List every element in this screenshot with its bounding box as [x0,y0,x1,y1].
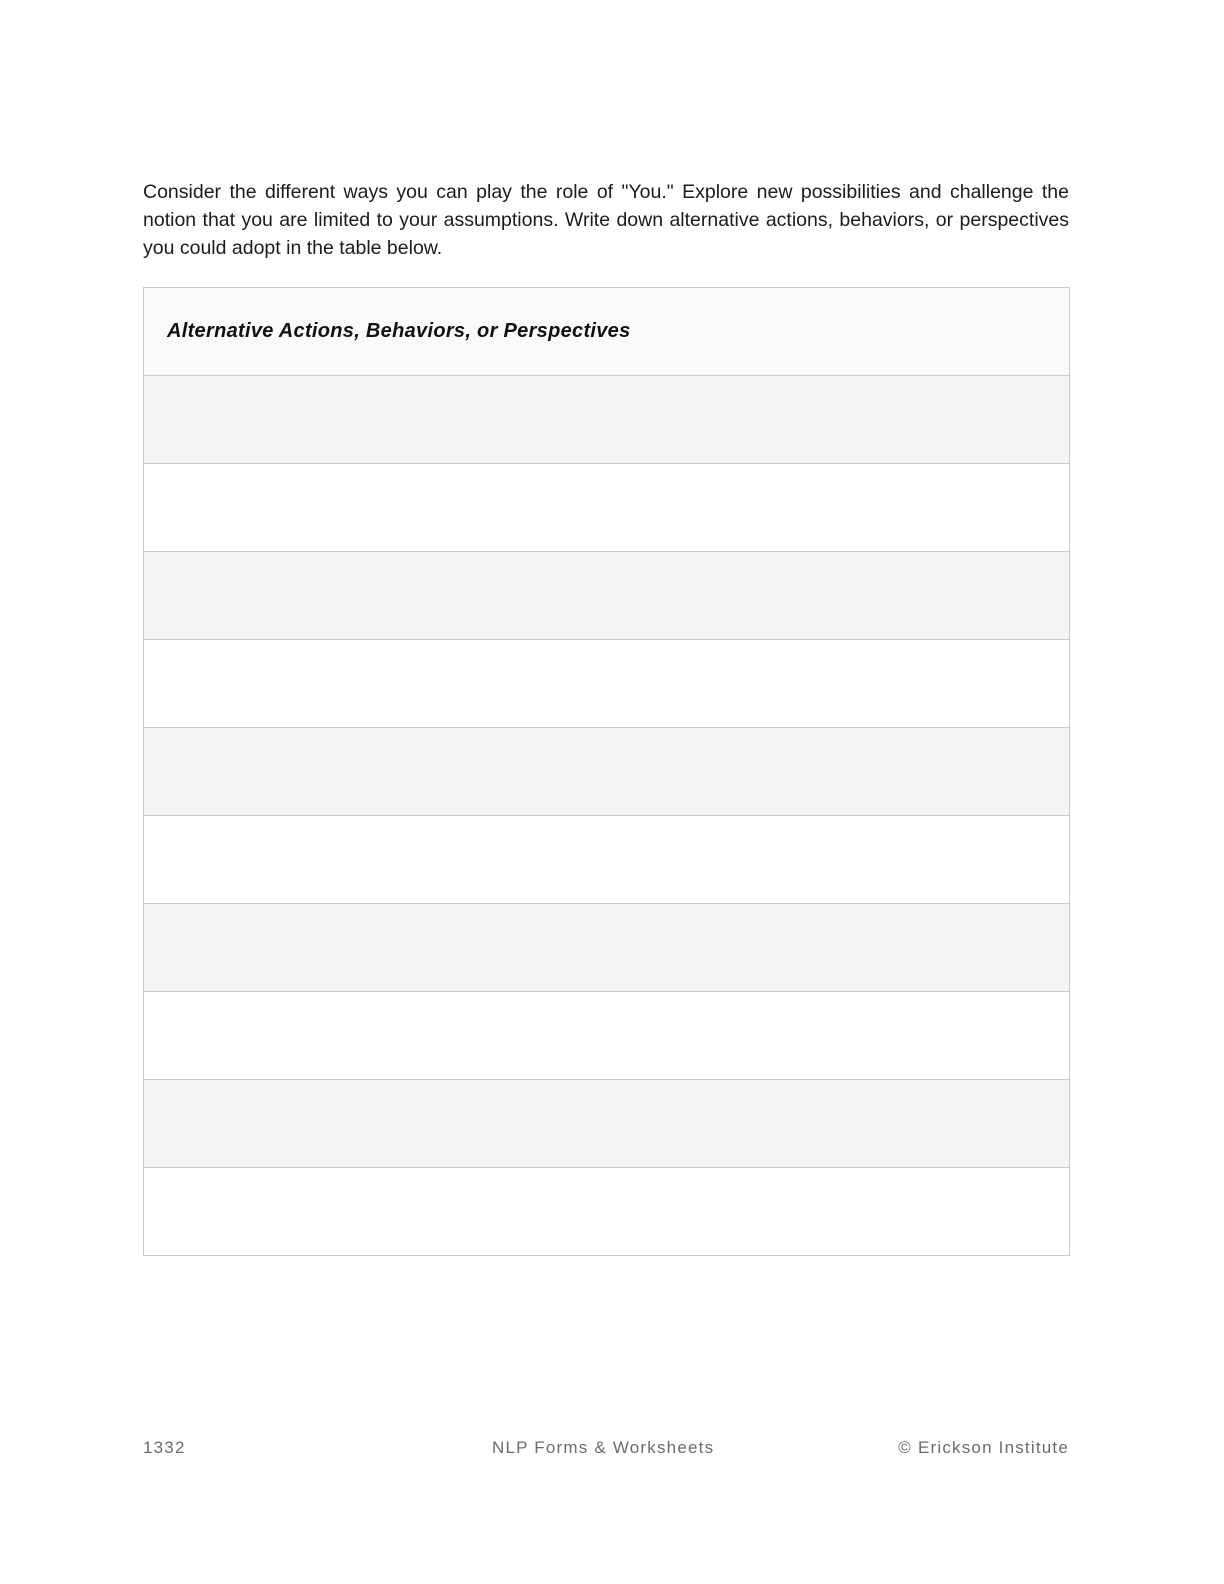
instructions-paragraph: Consider the different ways you can play the role of "You." Explore new possibilities and challenge the notion that you are limited to your assumptions. Write down alternative actions, behaviors, or perspectives you could adopt in the table below. [143,181,1069,259]
table-cell[interactable] [144,816,1070,904]
table-row [144,904,1070,992]
footer-copyright: © Erickson Institute [898,1438,1069,1457]
page-number: 1332 [143,1438,186,1457]
table-row [144,816,1070,904]
footer-title: NLP Forms & Worksheets [492,1438,715,1457]
table-row [144,464,1070,552]
table-cell[interactable] [144,992,1070,1080]
table-row [144,728,1070,816]
table-header-row [144,288,1070,376]
table-header-alternatives: Alternative Actions, Behaviors, or Perspectives [144,288,1070,376]
table-cell[interactable] [144,376,1070,464]
table-row [144,992,1070,1080]
table-row [144,1080,1070,1168]
table-row [144,640,1070,728]
table-row [144,1168,1070,1256]
table-cell[interactable] [144,728,1070,816]
table-row [144,552,1070,640]
alternatives-table [143,287,1070,1256]
table-row [144,376,1070,464]
table-cell[interactable] [144,1168,1070,1256]
table-cell[interactable] [144,904,1070,992]
table-cell[interactable] [144,464,1070,552]
table-cell[interactable] [144,640,1070,728]
table-cell[interactable] [144,1080,1070,1168]
table-cell[interactable] [144,552,1070,640]
